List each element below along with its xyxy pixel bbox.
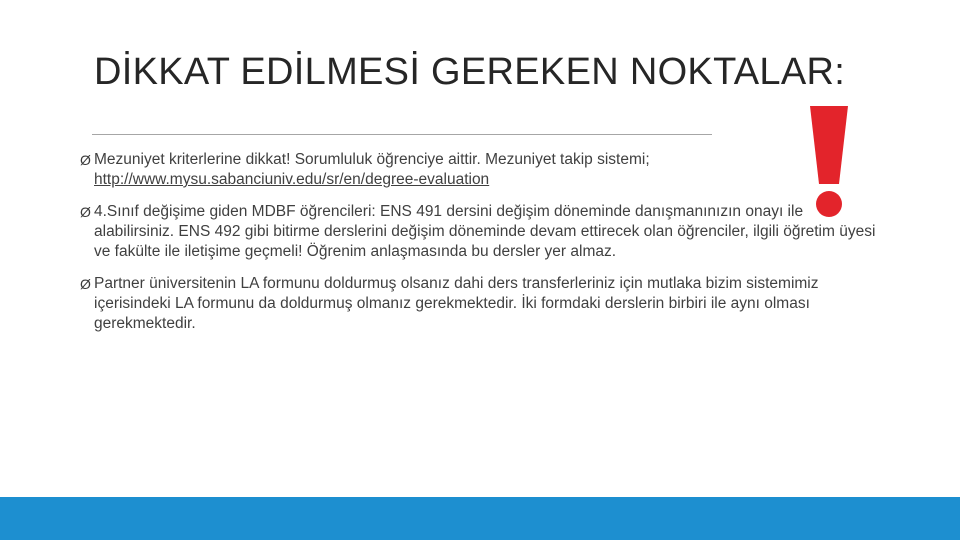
bullet-text: Partner üniversitenin LA formunu doldurmuş olsanız dahi ders transferleriniz için mutlaka bizim sistemimiz içerisindeki LA formunu da doldurmuş olmanız gerekmektedir. İki formdaki derslerin birbiri ile aynı olması gerekmektedir. [94,275,819,332]
bullet-arrow-icon: Ø [80,204,91,220]
bullet-item [76,202,886,262]
bullet-item [76,274,886,334]
bullet-arrow-icon: Ø [80,276,91,292]
bullet-item [76,150,886,190]
title-divider [92,134,712,135]
bullet-text: Mezuniyet kriterlerine dikkat! Sorumluluk öğrenciye aittir. Mezuniyet takip sistemi; [94,151,650,168]
footer-bar [0,497,960,540]
bullet-text: 4.Sınıf değişime giden MDBF öğrencileri: ENS 491 dersini değişim döneminde danışmanınızın onayı ile alabilirsiniz. ENS 492 gibi bitirme derslerini değişim döneminde devam ettirecek olan öğrenciler, ilgili öğretim üyesi ve fakülte ile iletişime geçmeli! Öğrenim anlaşmasında bu dersler yer almaz. [94,203,876,260]
degree-evaluation-link[interactable]: http://www.mysu.sabanciuniv.edu/sr/en/degree-evaluation [94,171,490,188]
slide-content [76,150,886,346]
bullet-arrow-icon: Ø [80,152,91,168]
slide-title: DİKKAT EDİLMESİ GEREKEN NOKTALAR: [94,51,846,93]
